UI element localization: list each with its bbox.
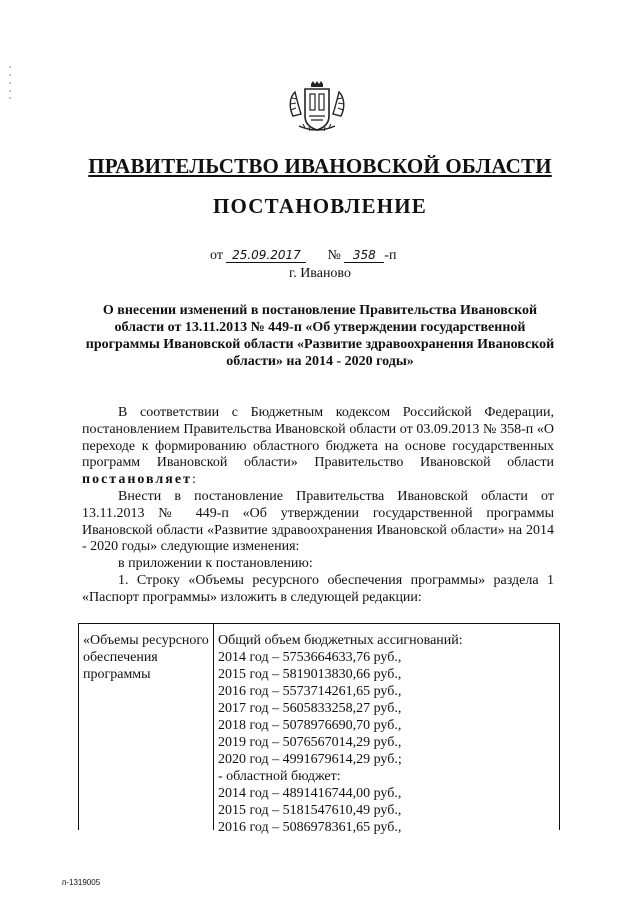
city-line: г. Иваново <box>289 266 351 281</box>
body-paragraph-4: 1. Строку «Объемы ресурсного обеспечения программы» раздела 1 «Паспорт программы» изложить в следующей редакции: <box>82 572 554 605</box>
table-row: Общий объем бюджетных ассигнований: <box>218 633 463 648</box>
table-row: 2015 год – 5819013830,66 руб., <box>218 667 402 682</box>
table-row: 2020 год – 4991679614,29 руб.; <box>218 752 402 767</box>
table-row: 2019 год – 5076567014,29 руб., <box>218 735 402 750</box>
table-left-label: «Объемы ресурсного обеспечения программы <box>83 633 209 682</box>
p1-end: : <box>191 472 196 488</box>
body-paragraph-3: в приложении к постановлению: <box>118 556 313 572</box>
body-paragraph-1 <box>82 405 554 489</box>
p1-emphasis: постановляет <box>82 472 192 488</box>
document-code: п-1319005 <box>62 878 101 887</box>
document-type-heading: ПОСТАНОВЛЕНИЕ <box>212 194 428 218</box>
date-from-label: от <box>210 248 223 263</box>
resource-table <box>78 623 560 835</box>
body-paragraph-2: Внести в постановление Правительства Ивановской области от 13.11.2013 № 449-п «Об утверждении государственной программы Ивановской области «Развитие здравоохранения Ивановской области» на 2014 - 2020 годы» следующие изменения: <box>82 488 554 555</box>
table-row: 2015 год – 5181547610,49 руб., <box>218 803 402 818</box>
p1-text: В соответствии с Бюджетным кодексом Российской Федерации, постановлением Правительства Ивановской области от 03.09.2013 № 358-п «О переходе к формированию областного бюджета на основе государственных программ Ивановской области» Правительство Ивановской области <box>82 405 554 471</box>
table-row: 2018 год – 5078976690,70 руб., <box>218 718 402 733</box>
document-title: О внесении изменений в постановление Правительства Ивановской области от 13.11.2013 № 449-п «Об утверждении государственной программы Ивановской области «Развитие здравоохранения Ивановской области» на 2014 - 2020 годы» <box>85 303 555 369</box>
number-label: № <box>327 248 341 263</box>
date-number-line <box>210 248 396 264</box>
table-row: 2014 год – 4891416744,00 руб., <box>218 786 402 801</box>
number-suffix: -п <box>384 248 397 263</box>
table-row: 2014 год – 5753664633,76 руб., <box>218 650 402 665</box>
table-row: 2017 год – 5605833258,27 руб., <box>218 701 402 716</box>
table-row: 2016 год – 5573714261,65 руб., <box>218 684 402 699</box>
document-body <box>82 405 554 607</box>
table-column-divider <box>213 624 214 830</box>
table-row: 2016 год – 5086978361,65 руб., <box>218 820 402 835</box>
table-row: - областной бюджет: <box>218 769 341 784</box>
scan-marks <box>8 64 12 100</box>
table-right-cell <box>218 632 556 836</box>
coat-of-arms-emblem <box>287 80 347 134</box>
organization-heading: ПРАВИТЕЛЬСТВО ИВАНОВСКОЙ ОБЛАСТИ <box>88 154 552 178</box>
document-number: 358 <box>344 248 384 263</box>
document-date: 25.09.2017 <box>226 248 306 263</box>
